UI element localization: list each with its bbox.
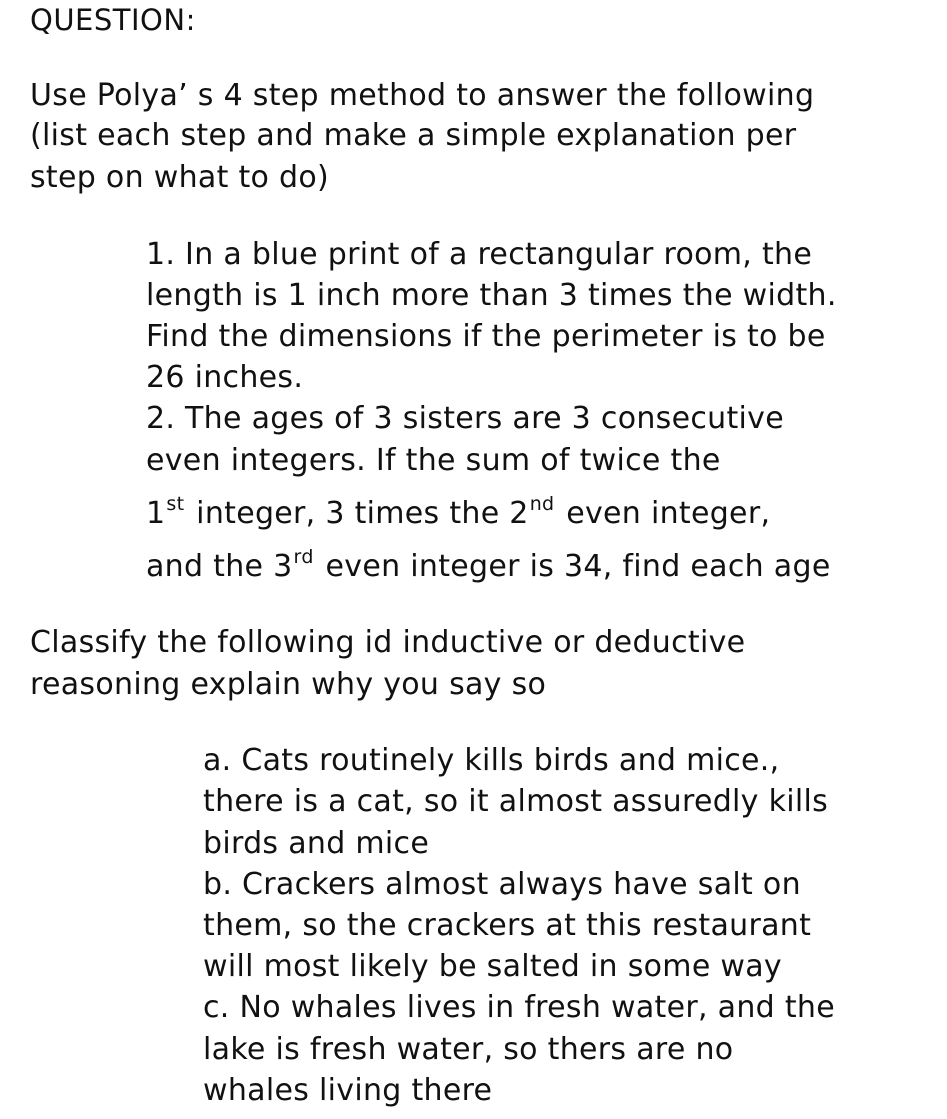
item-a-line: birds and mice [203,826,430,861]
problem-2-line-ordinals [146,546,831,585]
instructions-line: (list each step and make a simple explanation per [30,118,797,153]
problem-1-line: Find the dimensions if the perimeter is to be [146,319,826,354]
ordinal-suffix: rd [293,546,314,568]
item-c-line: lake is fresh water, so thers are no [203,1032,734,1067]
ordinal-suffix: st [166,493,185,515]
problem-2-line: even integers. If the sum of twice the [146,443,721,478]
question-heading: QUESTION: [30,3,196,37]
problem-2-text: integer, 3 times the 2 [186,496,529,531]
item-b-line: them, so the crackers at this restaurant [203,908,812,943]
ordinal-suffix: nd [529,493,555,515]
item-a-line: there is a cat, so it almost assuredly kills [203,784,829,819]
problem-1-line: 26 inches. [146,360,304,395]
instructions-line: Use Polya’ s 4 step method to answer the following [30,78,815,113]
problem-2-text: even integer, [556,496,771,531]
item-c-line: c. No whales lives in fresh water, and the [203,990,835,1025]
item-a-line: a. Cats routinely kills birds and mice., [203,743,780,778]
problem-1-line: 1. In a blue print of a rectangular room, the [146,237,813,272]
problem-2-text: even integer is 34, find each age [315,549,831,584]
item-c-line: whales living there [203,1073,493,1108]
instructions-line: step on what to do) [30,160,330,195]
ordinal-number: 1 [146,496,166,531]
item-b-line: b. Crackers almost always have salt on [203,867,801,902]
classify-line: reasoning explain why you say so [30,667,547,702]
item-b-line: will most likely be salted in some way [203,949,782,984]
problem-2-line-ordinals [146,493,771,532]
classify-line: Classify the following id inductive or deductive [30,625,746,660]
problem-1-line: length is 1 inch more than 3 times the width. [146,278,837,313]
problem-2-text: and the 3 [146,549,293,584]
problem-2-line: 2. The ages of 3 sisters are 3 consecutive [146,401,784,436]
